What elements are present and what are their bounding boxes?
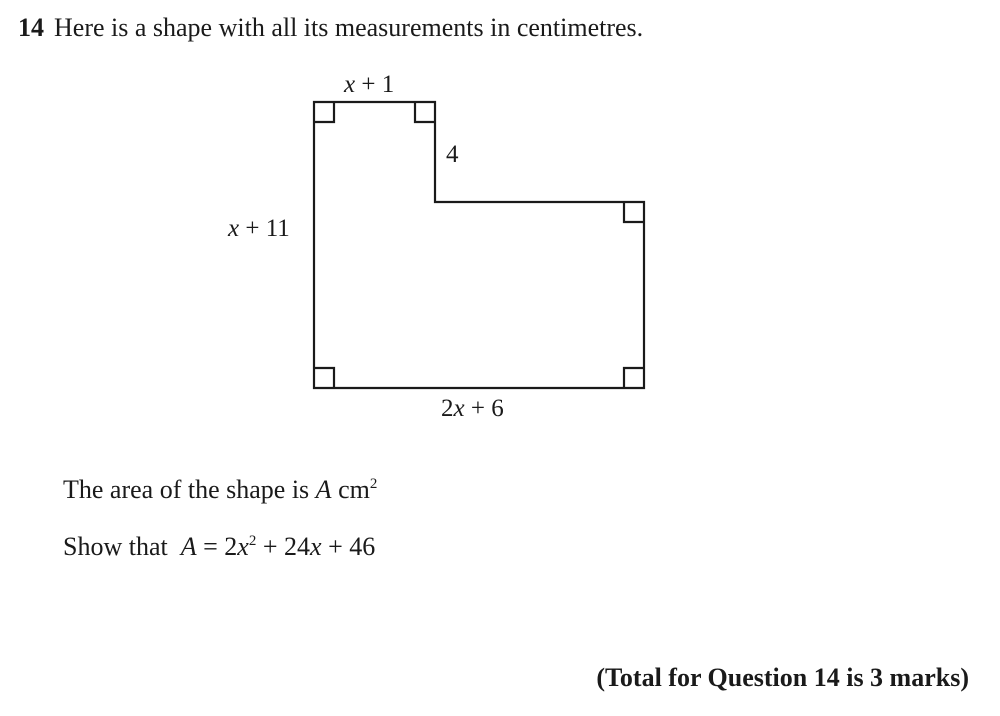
question-number: 14 [18, 13, 44, 42]
right-angle-mark-bottom-left [314, 368, 334, 388]
label-top-width: x + 1 [344, 71, 395, 98]
show-that-task: Show that $A = 2x^2 + 24x + 46$ [63, 532, 376, 561]
question-intro: Here is a shape with all its measurements in centimetres. [54, 13, 644, 42]
right-angle-mark-top-right [415, 102, 435, 122]
label-bottom-width: 2x + 6 [441, 395, 504, 422]
shape-outline [314, 102, 644, 388]
right-angle-mark-step-right [624, 202, 644, 222]
area-statement: The area of the shape is A $cm^2$ [63, 475, 378, 504]
right-angle-mark-top-left [314, 102, 334, 122]
label-left-height: x + 11 [228, 215, 290, 242]
total-marks: (Total for Question 14 is 3 marks) [596, 663, 969, 692]
label-step-height: 4 [446, 141, 459, 168]
right-angle-mark-bottom-right [624, 368, 644, 388]
